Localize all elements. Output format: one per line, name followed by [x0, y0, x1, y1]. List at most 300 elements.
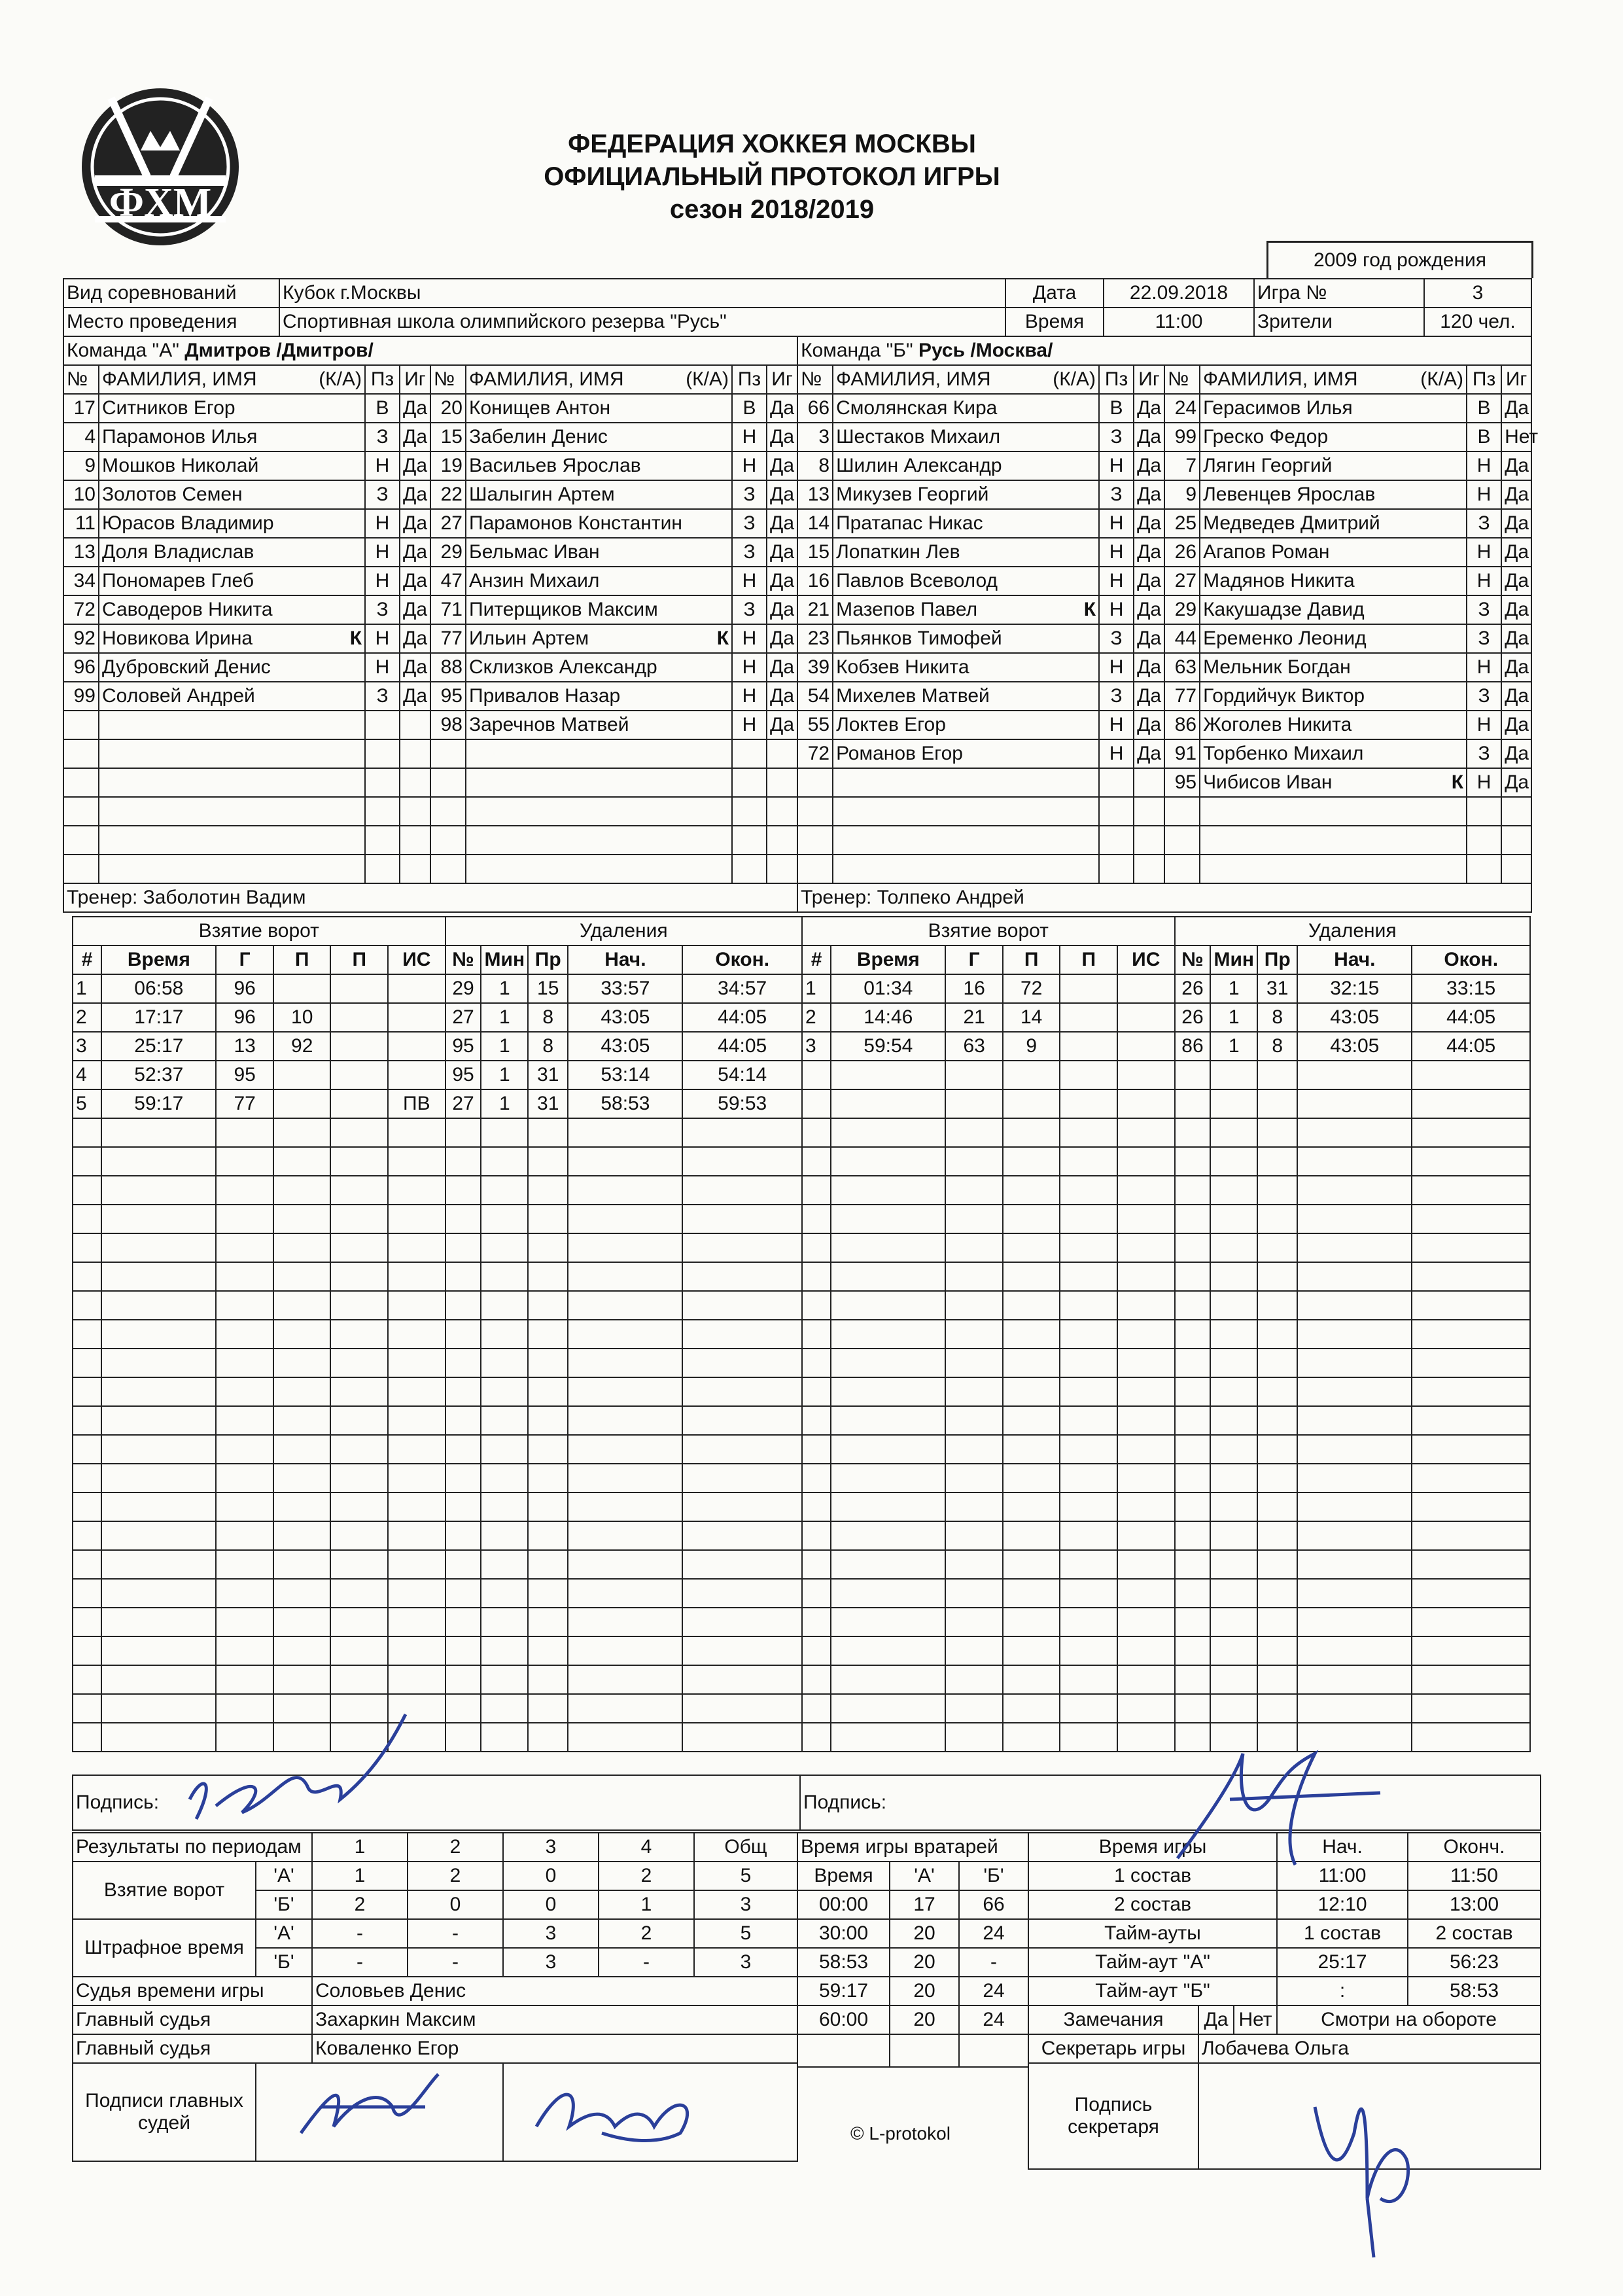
pen-cell [1175, 1320, 1211, 1349]
goal-cell [1117, 1147, 1175, 1176]
event-row [73, 1550, 1530, 1579]
goal-cell [1003, 1176, 1060, 1205]
col-pz: Пз [1467, 365, 1501, 394]
res-cell: 1 [599, 1890, 694, 1919]
player-name-text: Новикова Ирина [102, 627, 253, 649]
goal-cell [1117, 1349, 1175, 1377]
res-cell: 0 [503, 1862, 599, 1890]
pen-cell [1257, 1377, 1297, 1406]
player-plays: Да [1134, 567, 1164, 595]
goal-cell [1060, 1176, 1117, 1205]
player-name [833, 595, 1099, 624]
pen-cell: 26 [1175, 1003, 1211, 1032]
player-plays: Да [1134, 682, 1164, 711]
team-a-coach: Тренер: Заболотин Вадим [63, 883, 797, 912]
pen-cell [1297, 1550, 1412, 1579]
goal-cell [1003, 1147, 1060, 1176]
goal-cell [831, 1262, 945, 1291]
player-number [430, 826, 466, 855]
player-name-text: Юрасов Владимир [102, 512, 274, 534]
pen-cell: 43:05 [568, 1032, 682, 1061]
player-position: Н [365, 451, 400, 480]
pen-cell [1257, 1291, 1297, 1320]
pen-col-header: № [1175, 945, 1211, 974]
birth-year: 2009 год рождения [1266, 241, 1533, 278]
pen-cell [528, 1320, 568, 1349]
goal-cell [1117, 1176, 1175, 1205]
player-number: 7 [1164, 451, 1200, 480]
goal-cell [388, 1550, 445, 1579]
pen-cell: 29 [445, 974, 481, 1003]
pen-cell [1210, 1061, 1257, 1089]
pen-cell: 8 [528, 1032, 568, 1061]
gt-cell: 25:17 [1277, 1948, 1408, 1977]
goal-cell [1060, 1032, 1117, 1061]
goal-cell [1117, 1118, 1175, 1147]
player-number [797, 855, 833, 883]
pen-cell [445, 1349, 481, 1377]
goal-cell: 16 [945, 974, 1003, 1003]
goal-cell [1003, 1464, 1060, 1492]
goal-cell [216, 1349, 273, 1377]
captain-mark: К [1083, 599, 1096, 620]
events-table [72, 916, 1531, 1752]
pen-cell [481, 1723, 528, 1752]
player-plays: Да [400, 451, 430, 480]
goal-cell [831, 1521, 945, 1550]
pen-cell [1175, 1349, 1211, 1377]
goal-cell: 17:17 [101, 1003, 216, 1032]
fhm-logo [72, 79, 249, 249]
pen-cell [682, 1464, 802, 1492]
player-position: Н [732, 624, 767, 653]
col-name-label: ФАМИЛИЯ, ИМЯ [469, 368, 624, 390]
goalie-cell: 66 [959, 1890, 1028, 1919]
goal-cell [330, 1061, 388, 1089]
pen-cell: 27 [445, 1003, 481, 1032]
place-value: Спортивная школа олимпийского резерва "Русь" [279, 308, 1005, 336]
pen-cell [1297, 1694, 1412, 1723]
player-position: Н [1467, 480, 1501, 509]
roster-row [63, 394, 1531, 423]
pen-cell: 31 [528, 1089, 568, 1118]
player-plays [1134, 855, 1164, 883]
goal-cell [330, 1262, 388, 1291]
team-b-header [797, 336, 1531, 365]
pen-cell [568, 1492, 682, 1521]
pen-cell [682, 1233, 802, 1262]
pen-cell [1175, 1464, 1211, 1492]
pen-cell [528, 1435, 568, 1464]
pen-cell [445, 1233, 481, 1262]
goal-cell [330, 1579, 388, 1608]
player-name [99, 653, 365, 682]
goal-cell [831, 1205, 945, 1233]
goalie-cell: 00:00 [797, 1890, 890, 1919]
col-name-label: ФАМИЛИЯ, ИМЯ [836, 368, 991, 390]
player-number: 24 [1164, 394, 1200, 423]
col-name [466, 365, 732, 394]
goal-cell [802, 1694, 831, 1723]
goal-cell [388, 1435, 445, 1464]
goal-cell [73, 1349, 101, 1377]
event-row [73, 1320, 1530, 1349]
goal-cell [1060, 1464, 1117, 1492]
player-number: 26 [1164, 538, 1200, 567]
player-name-text: Дубровский Денис [102, 656, 271, 678]
pen-cell [1257, 1665, 1297, 1694]
player-number: 9 [1164, 480, 1200, 509]
remarks-label: Замечания [1028, 2005, 1198, 2034]
player-name [99, 624, 365, 653]
goal-cell [945, 1406, 1003, 1435]
player-position [732, 855, 767, 883]
pen-cell [1210, 1233, 1257, 1262]
pen-cell [1175, 1233, 1211, 1262]
player-name-text: Чибисов Иван [1203, 771, 1333, 793]
player-plays [400, 855, 430, 883]
pen-cell [445, 1291, 481, 1320]
player-position: З [365, 595, 400, 624]
pen-cell [1175, 1262, 1211, 1291]
chief2-label: Главный судья [73, 2034, 312, 2063]
player-name [466, 451, 732, 480]
goal-cell [802, 1233, 831, 1262]
player-position: З [732, 538, 767, 567]
pen-cell: 8 [1257, 1003, 1297, 1032]
pen-cell: 53:14 [568, 1061, 682, 1089]
comp-value: Кубок г.Москвы [279, 279, 1005, 308]
pen-cell [1412, 1061, 1530, 1089]
pen-cell [1257, 1349, 1297, 1377]
goals-a-title: Взятие ворот [73, 917, 445, 945]
col-name [1200, 365, 1467, 394]
chief2-value: Коваленко Егор [312, 2034, 797, 2063]
goal-col-header: ИС [1117, 945, 1175, 974]
col-ig: Иг [1134, 365, 1164, 394]
goal-cell [73, 1521, 101, 1550]
player-name-text: Пратапас Никас [836, 512, 983, 534]
pen-cell [528, 1406, 568, 1435]
player-name-text: Конищев Антон [469, 397, 611, 419]
goal-cell [1117, 1003, 1175, 1032]
pen-cell: 1 [481, 1032, 528, 1061]
goal-cell [388, 1464, 445, 1492]
roster-row [63, 595, 1531, 624]
pen-cell [1257, 1233, 1297, 1262]
player-number [63, 739, 99, 768]
viewers-label: Зрители [1254, 308, 1424, 336]
player-name [1200, 423, 1467, 451]
goal-col-header: Г [945, 945, 1003, 974]
goal-cell [73, 1550, 101, 1579]
goal-cell [73, 1579, 101, 1608]
goal-cell [273, 1521, 331, 1550]
goal-cell [802, 1349, 831, 1377]
res-cell: - [408, 1948, 503, 1977]
col-name-label: ФАМИЛИЯ, ИМЯ [1203, 368, 1358, 390]
pen-cell [1412, 1205, 1530, 1233]
results-label: Результаты по периодам [73, 1833, 312, 1862]
player-position: З [1467, 624, 1501, 653]
goal-cell [330, 974, 388, 1003]
player-position: З [1099, 423, 1134, 451]
pen-cell [568, 1349, 682, 1377]
player-plays: Да [767, 595, 797, 624]
pen-cell [1210, 1406, 1257, 1435]
remarks-no: Нет [1234, 2005, 1277, 2034]
player-plays: Да [1134, 711, 1164, 739]
goal-cell [101, 1349, 216, 1377]
goal-cell [1003, 1694, 1060, 1723]
player-name [466, 797, 732, 826]
player-name [1200, 451, 1467, 480]
player-number: 96 [63, 653, 99, 682]
pen-cell [1412, 1349, 1530, 1377]
col-num: № [1164, 365, 1200, 394]
pen-cell [445, 1147, 481, 1176]
goal-cell [945, 1665, 1003, 1694]
goal-cell [1003, 1262, 1060, 1291]
player-plays: Да [1501, 682, 1531, 711]
goal-cell [831, 1118, 945, 1147]
goalie-cell: 58:53 [797, 1948, 890, 1977]
gametime-end: Оконч. [1408, 1833, 1541, 1862]
col-name [833, 365, 1099, 394]
goal-cell [1003, 1636, 1060, 1665]
event-row [73, 1636, 1530, 1665]
roster-row [63, 538, 1531, 567]
pen-cell [1257, 1579, 1297, 1608]
goalie-cell: 60:00 [797, 2005, 890, 2034]
goal-cell [101, 1579, 216, 1608]
goal-cell [1003, 1723, 1060, 1752]
goal-cell: 59:54 [831, 1032, 945, 1061]
goal-cell [1003, 1521, 1060, 1550]
pen-cell [1412, 1233, 1530, 1262]
goal-cell [945, 1061, 1003, 1089]
period-2: 2 [408, 1833, 503, 1862]
goalie-cell: 20 [890, 2005, 959, 2034]
player-number [797, 797, 833, 826]
goal-cell [1003, 1320, 1060, 1349]
goal-cell [216, 1377, 273, 1406]
goal-cell [216, 1492, 273, 1521]
game-label: Игра № [1254, 279, 1424, 308]
pen-cell [445, 1492, 481, 1521]
roster-row [63, 480, 1531, 509]
roster-row [63, 739, 1531, 768]
pen-cell: 33:15 [1412, 974, 1530, 1003]
goal-cell [273, 1636, 331, 1665]
player-plays: Да [767, 394, 797, 423]
player-position: В [732, 394, 767, 423]
player-number: 13 [63, 538, 99, 567]
pen-cell [1210, 1291, 1257, 1320]
goal-cell [1060, 1262, 1117, 1291]
player-number: 92 [63, 624, 99, 653]
player-plays: Да [1501, 653, 1531, 682]
res-cell: 2 [599, 1919, 694, 1948]
goal-cell [388, 1492, 445, 1521]
player-number: 29 [430, 538, 466, 567]
goal-cell [831, 1435, 945, 1464]
goal-cell [73, 1205, 101, 1233]
pen-cell [445, 1723, 481, 1752]
goal-cell [831, 1377, 945, 1406]
gt-row-label: Тайм-аут "Б" [1028, 1977, 1277, 2005]
player-position: З [365, 423, 400, 451]
pen-cell [528, 1492, 568, 1521]
goal-cell [1117, 1636, 1175, 1665]
player-number [430, 768, 466, 797]
pen-cell [1210, 1694, 1257, 1723]
goal-cell [945, 1089, 1003, 1118]
goal-cell [802, 1636, 831, 1665]
goalie-cell: 17 [890, 1890, 959, 1919]
pen-cell [1297, 1061, 1412, 1089]
player-plays: Да [1134, 595, 1164, 624]
goal-cell [831, 1464, 945, 1492]
player-name [466, 739, 732, 768]
event-row [73, 1435, 1530, 1464]
goal-cell: 13 [216, 1032, 273, 1061]
pen-cell [568, 1694, 682, 1723]
player-plays [1134, 768, 1164, 797]
goal-cell [216, 1636, 273, 1665]
goal-cell [802, 1147, 831, 1176]
chief1-label: Главный судья [73, 2005, 312, 2034]
goal-cell [1060, 1003, 1117, 1032]
pen-cell [481, 1406, 528, 1435]
pen-cell [1175, 1406, 1211, 1435]
goal-cell [802, 1377, 831, 1406]
goal-cell: 59:17 [101, 1089, 216, 1118]
goal-cell [802, 1118, 831, 1147]
gt-cell: 12:10 [1277, 1890, 1408, 1919]
goal-cell [216, 1665, 273, 1694]
goal-cell [1060, 1723, 1117, 1752]
res-cell: 3 [503, 1948, 599, 1977]
player-position [1099, 826, 1134, 855]
player-name-text: Шилин Александр [836, 455, 1002, 476]
goal-cell [802, 1320, 831, 1349]
goal-cell [330, 1406, 388, 1435]
player-number: 95 [1164, 768, 1200, 797]
pen-cell [568, 1723, 682, 1752]
pen-cell [481, 1233, 528, 1262]
player-name [833, 826, 1099, 855]
pen-cell [481, 1550, 528, 1579]
player-name-text: Мадянов Никита [1203, 570, 1355, 592]
goal-cell [388, 1320, 445, 1349]
player-position: Н [1099, 739, 1134, 768]
pen-cell [1210, 1608, 1257, 1636]
player-name [1200, 739, 1467, 768]
pen-cell [682, 1205, 802, 1233]
player-plays: Да [400, 423, 430, 451]
col-ig: Иг [400, 365, 430, 394]
goal-cell [330, 1492, 388, 1521]
pen-cell [1257, 1406, 1297, 1435]
goal-cell: 5 [73, 1089, 101, 1118]
player-number [63, 768, 99, 797]
goal-cell [1060, 1147, 1117, 1176]
goal-cell: 92 [273, 1032, 331, 1061]
pen-cell [481, 1205, 528, 1233]
roster-table [63, 336, 1539, 913]
pen-cell [1175, 1061, 1211, 1089]
goal-cell [273, 1320, 331, 1349]
pen-cell [568, 1205, 682, 1233]
goal-cell [1060, 1694, 1117, 1723]
player-name-text: Васильев Ярослав [469, 455, 641, 476]
player-plays [1501, 855, 1531, 883]
player-name-text: Мазепов Павел [836, 599, 978, 620]
player-position: Н [732, 567, 767, 595]
col-pz: Пз [1099, 365, 1134, 394]
goal-cell [216, 1550, 273, 1579]
gt-cell: 1 состав [1277, 1919, 1408, 1948]
pen-cell [682, 1349, 802, 1377]
pen-cell [481, 1349, 528, 1377]
pen-cell [1297, 1435, 1412, 1464]
goal-cell [1117, 1608, 1175, 1636]
player-position: З [1467, 595, 1501, 624]
goal-cell [73, 1435, 101, 1464]
goalie-cell: 30:00 [797, 1919, 890, 1948]
player-plays: Да [1501, 768, 1531, 797]
pen-cell [528, 1723, 568, 1752]
pen-cell [682, 1636, 802, 1665]
goal-cell [945, 1176, 1003, 1205]
goal-cell [1003, 1061, 1060, 1089]
player-position: В [365, 394, 400, 423]
player-number: 19 [430, 451, 466, 480]
pen-cell [1412, 1089, 1530, 1118]
pen-cell [1175, 1291, 1211, 1320]
player-plays [1134, 826, 1164, 855]
goal-cell [831, 1492, 945, 1521]
header-federation: ФЕДЕРАЦИЯ ХОККЕЯ МОСКВЫ [568, 130, 976, 158]
pen-cell [682, 1176, 802, 1205]
pen-cell [1412, 1550, 1530, 1579]
player-number: 34 [63, 567, 99, 595]
pen-cell: 58:53 [568, 1089, 682, 1118]
goals-b-title: Взятие ворот [802, 917, 1175, 945]
player-name [1200, 567, 1467, 595]
player-position: В [1467, 423, 1501, 451]
pen-cell: 44:05 [682, 1032, 802, 1061]
pen-cell [1257, 1464, 1297, 1492]
pen-cell [568, 1608, 682, 1636]
roster-row [63, 509, 1531, 538]
res-cell: - [408, 1919, 503, 1948]
goal-cell: 4 [73, 1061, 101, 1089]
pen-cell [1412, 1636, 1530, 1665]
player-name-text: Локтев Егор [836, 714, 946, 735]
goal-cell [831, 1147, 945, 1176]
player-name-text: Греско Федор [1203, 426, 1329, 448]
player-position [365, 711, 400, 739]
player-position: Н [1099, 451, 1134, 480]
goal-cell [101, 1147, 216, 1176]
pen-cell [528, 1636, 568, 1665]
player-plays: Да [767, 711, 797, 739]
goal-cell [831, 1061, 945, 1089]
goal-cell [1117, 1291, 1175, 1320]
res-cell: - [599, 1948, 694, 1977]
